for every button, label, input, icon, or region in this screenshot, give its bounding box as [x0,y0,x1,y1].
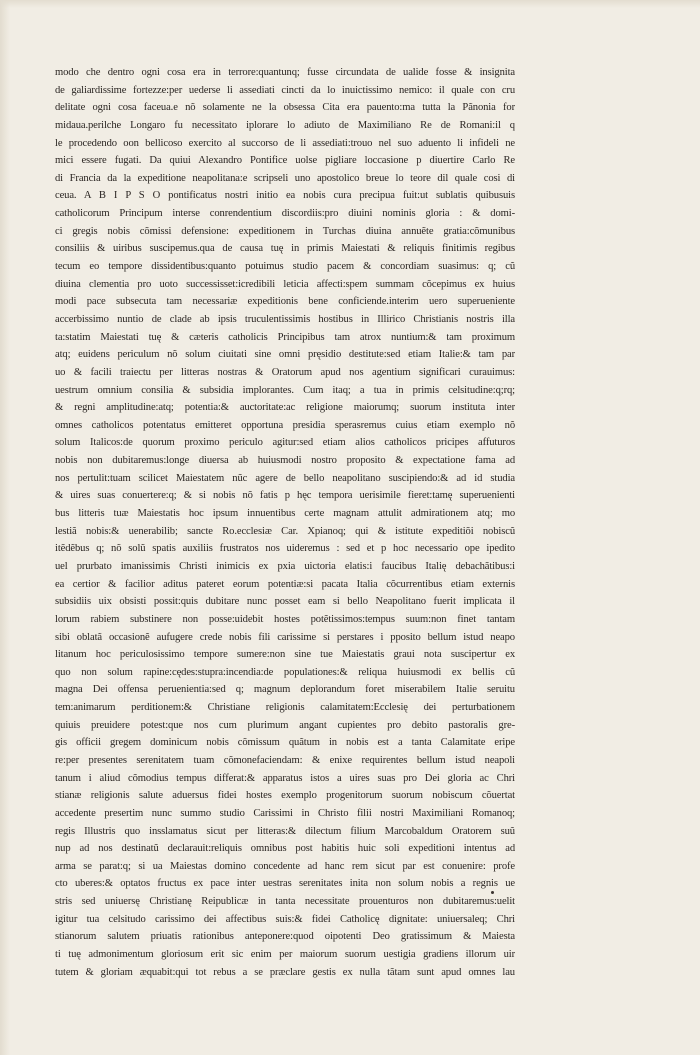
text-line: tutem & gloriam æquabit:qui tot rebus a se præclare gestis ex nulla tãtam sunt apud omnes lau [55,966,515,978]
text-line: modi pace subsecuta tam necessariæ expeditionis bene conficiende.interim uero superueniente [55,296,515,308]
text-line: ti tuę admonimentum gloriosum erit sic enim per maiorum suorum uestigia gradiens illorum uir [55,949,515,961]
text-line: tecum eo tempore dissidentibus:quanto potuimus studio pacem & concordiam suasimus: q; cũ [55,261,515,273]
text-line: subsidiis uix obsisti possit:quis dubitare nunc posset eam si bello Neapolitano fuerit implicata il [55,596,515,608]
text-line: uestrum omnium consilia & subsidia implorantes. Cum itaq; a tua in primis celsitudine:q;rq; [55,384,515,396]
text-line: ta:statim Maiestati tuę & cæteris catholicis Principibus tam atrox nuntium:& tam proximum [55,331,515,343]
text-line: re:per presentes serenitatem tuam cõmonefaciendam: & enixe requirentes bellum istud neapoli [55,754,515,766]
text-column [55,64,515,981]
text-line: lorum rabiem substinere non posse:uidebit hostes potẽtissimos:tempus suum:non finet tantam [55,613,515,625]
text-line: ceua. A B I P S O pontificatus nostri initio ea nobis cura precipua fuit:ut sublatis quibusuis [55,190,515,202]
text-line: & regni amplitudine:atq; potentia:& auctoritate:ac religione maiorumq; suorum instituta inter [55,402,515,414]
text-line: accerbissimo nuntio de clade ab ipsis truculentissimis hostibus in Illirico Christianis nostris illa [55,313,515,325]
text-line: stianæ religionis salute aduersus fidei hostes exemplo progenitorum suorum nobiscum cõuertat [55,790,515,802]
text-line: tem:animarum perditionem:& Christiane religionis calamitatem:Ecclesię dei perturbationem [55,702,515,714]
text-line: stris sed uniuersę Christianę Reipublicæ in tanta necessitate prouenturos non dubitaremus:uelit [55,896,515,908]
text-line: diuina clementia pro uoto successisset:icredibili leticia affecti:spem summam cõcepimus ex huius [55,278,515,290]
text-line: nup ad nos destinatũ declarauit:reliquis omnibus post habitis huic soli expeditioni intentus ad [55,843,515,855]
text-line: atq; euidens periculum nõ solum ciuitati sine omni pręsidio destitute:sed etiam Italie:& tam par [55,349,515,361]
text-line: solum Italicos:de quorum proximo periculo agitur:sed etiam alios catholicos pricipes affuturos [55,437,515,449]
text-line: bus litteris tuæ Maiestatis hoc ipsum innuentibus certe magnam attulit admirationem atq; mo [55,508,515,520]
text-line: mici essere fugati. Da quiui Alexandro Pontifice uolse pigliare loccasione p diuertire Carlo Re [55,155,515,167]
text-line: igitur tua celsitudo carissimo dei affectibus suis:& fidei Catholicę dignitate: uniuersaleq; Chri [55,913,515,925]
text-line: accedente presertim nunc summo studio Carissimi in Christo filii nostri Maximiliani Romanoq; [55,807,515,819]
page-edge-shadow [0,0,700,8]
text-line: nobis non dubitaremus:longe diuersa ab huiusmodi nostro proposito & expectatione fama ad [55,455,515,467]
text-line: delitate ogni cosa faceua.e nõ solamente ne la obsessa Cita era pauento:ma tutta la Pãnonia for [55,102,515,114]
text-line: gis officii gregem dominicum nobis cõmissum quãtum in nobis est a tanta Calamitate eripe [55,737,515,749]
text-line: lestiã nobis:& uenerabilib; sancte Ro.ecclesiæ Car. Xpianoq; qui & istitute expeditiõi nobiscũ [55,525,515,537]
text-line: midaua.perilche Longaro fu necessitato iplorare lo adiuto de Maximiliano Re de Romani:il q [55,119,515,131]
page-gutter-shadow [0,0,10,1055]
text-line: quiuis preuidere potest:que nos cum plurimum angant cupientes pro debito pastoralis gre- [55,719,515,731]
text-line: ea certior & facilior aditus pateret eorum potentiæ:si pacata Italia cõcurrentibus etiam externis [55,578,515,590]
text-line: cto uberes:& optatos fructus ex pace inter uestras serenitates inita non solum nobis a regnis ue [55,878,515,890]
text-line: uel prurbato imanissimis Christi inimicis ex pxia uictoria elatis:i faucibus Italię debachãtibus:i [55,560,515,572]
text-line: de galiardissime fortezze:per uederse li assediati cincti da lo inuictissimo nemico: il quale con cru [55,84,515,96]
text-line: omnes catholicos potentatus emitteret opportuna presidia sperasremus cuius etiam exemplo nõ [55,419,515,431]
ink-mark [491,891,494,894]
text-line: stianorum salutem priuatis rationibus anteponere:quod oipotenti Deo gratissimum & Maiesta [55,931,515,943]
text-line: nos pertulit:tuam scilicet Maiestatem nũc agere de bello neapolitano suscipiendo:& ad id studia [55,472,515,484]
text-line: di Francia da la expeditione neapolitana:e scripseli uno apostolico breue lo teore dil quale cosi di [55,172,515,184]
text-line: regis Illustris quo insslamatus sicut per litteras:& dilectum filium Marcobaldum Oratorem suũ [55,825,515,837]
text-line: quo non solum rapine:cędes:stupra:incendia:de populationes:& reliqua huiusmodi ex bellis cũ [55,666,515,678]
text-line: arma se parat:q; si ua Maiestas domino concedente ad hanc rem sicut par est conuenire: profe [55,860,515,872]
text-line: uo & facili traiectu per litteras nostras & Oratorum apud nos agentium significari curauimus: [55,366,515,378]
text-line: modo che dentro ogni cosa era in terrore:quantunq; fusse circundata de ualide fosse & insignita [55,67,515,78]
text-line: sibi oblatã occasionẽ aufugere crede nobis fili carissime si perstares i pposito bellum istud neapo [55,631,515,643]
text-line: magna Dei offensa peruenientia:sed q; magnum deplorandum foret miserabilem Italie seruitu [55,684,515,696]
text-line: itẽdẽbus q; nõ solũ spatis auxiliis frustratos nos uideremus : sed et p hoc necessario ope ipedito [55,543,515,555]
text-line: consiliis & uiribus suscipemus.qua de causa tuę in primis Maiestati & reliquis finitimis regibus [55,243,515,255]
text-line: tanum i aliud cõmodius tempus differat:& apparatus istos a uires suas pro Dei gloria ac Chri [55,772,515,784]
text-line: & uires suas conuertere:q; & si nobis nõ fatis p hęc tempora uerisimile fieret:tamę superuenienti [55,490,515,502]
text-line: le procedendo oon bellicoso exercito al succorso de li assediati:trouo nel suo aduento li infideli ne [55,137,515,149]
text-line: litanum hoc periculosissimo tempore sumere:non sine tue Maiestatis graui nota suscipertur ex [55,649,515,661]
text-line: ci gregis nobis cõmissi defensione: expeditionem in Turchas diuina annuẽte gratia:cõmunibus [55,225,515,237]
text-line: catholicorum Principum interse conrendentium discordiis:pro diuini nominis gloria : & domi- [55,208,515,220]
